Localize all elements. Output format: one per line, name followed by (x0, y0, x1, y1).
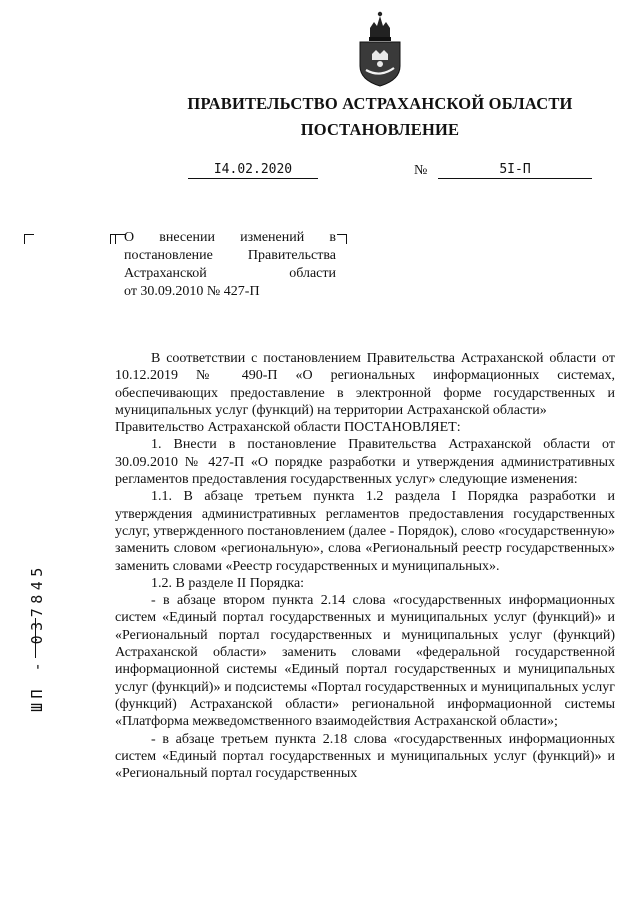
body-paragraph: Правительство Астраханской области ПОСТАНОВЛЯЕТ: (115, 420, 461, 436)
body-paragraph: 1.2. В разделе II Порядка: (151, 575, 305, 591)
body-paragraph: 1.1. В абзаце третьем пункта 1.2 раздела I Порядка разработки и утверждения административных регламентов предоставления государственных услуг, утвержденного постановлением (далее - Порядок), слово «государственную» заменить словом «региональную», слова «Региональный реестр государственных» заменить словами «Реестр государственных и муниципальных». (115, 489, 615, 574)
document-date: I4.02.2020 (188, 162, 318, 179)
left-margin-bracket (24, 234, 34, 244)
document-number: 5I-П (438, 162, 592, 179)
subject-line: О внесении изменений в (124, 230, 336, 245)
blank-serial-number: ШП - 037845 (28, 563, 46, 712)
number-sign: № (414, 163, 428, 178)
subject-line: постановление Правительства (124, 248, 336, 263)
subject-bracket-right (337, 234, 347, 244)
subject-line: Астраханской области (124, 266, 336, 281)
subject-line: от 30.09.2010 № 427-П (124, 284, 260, 299)
document-type-title: ПОСТАНОВЛЕНИЕ (300, 120, 460, 139)
coat-of-arms-emblem (352, 8, 408, 88)
government-title: ПРАВИТЕЛЬСТВО АСТРАХАНСКОЙ ОБЛАСТИ (187, 94, 573, 113)
document-body (115, 350, 615, 782)
body-paragraph: В соответствии с постановлением Правительства Астраханской области от 10.12.2019 № 490-П «О региональных информационных системах, обеспечивающих предоставление в электронной форме государственных и муниципальных услуг (функций) на территории Астраханской области» (115, 351, 615, 418)
body-paragraph: 1. Внести в постановление Правительства Астраханской области от 30.09.2010 № 427-П «О порядке разработки и утверждения административных регламентов предоставления государственных услуг» следующие изменения: (115, 437, 615, 488)
body-paragraph: - в абзаце втором пункта 2.14 слова «государственных информационных систем «Единый портал государственных и муниципальных услуг (функций)» и «Региональный портал государственных и муниципальных услуг (функций) Астраханской области» заменить словами «федеральной государственной информационной системы «Единый портал государственных и муниципальных услуг (функций)» и подсистемы «Портал государственных и муниципальных услуг (функций) Астраханской области» региональной информационной системы «Платформа межведомственного взаимодействия Астраханской области»; (115, 593, 615, 730)
body-paragraph: - в абзаце третьем пункта 2.18 слова «государственных информационных систем «Единый портал государственных и муниципальных услуг (функций)» и «Региональный портал государственных (115, 731, 615, 782)
document-subject (124, 229, 336, 301)
